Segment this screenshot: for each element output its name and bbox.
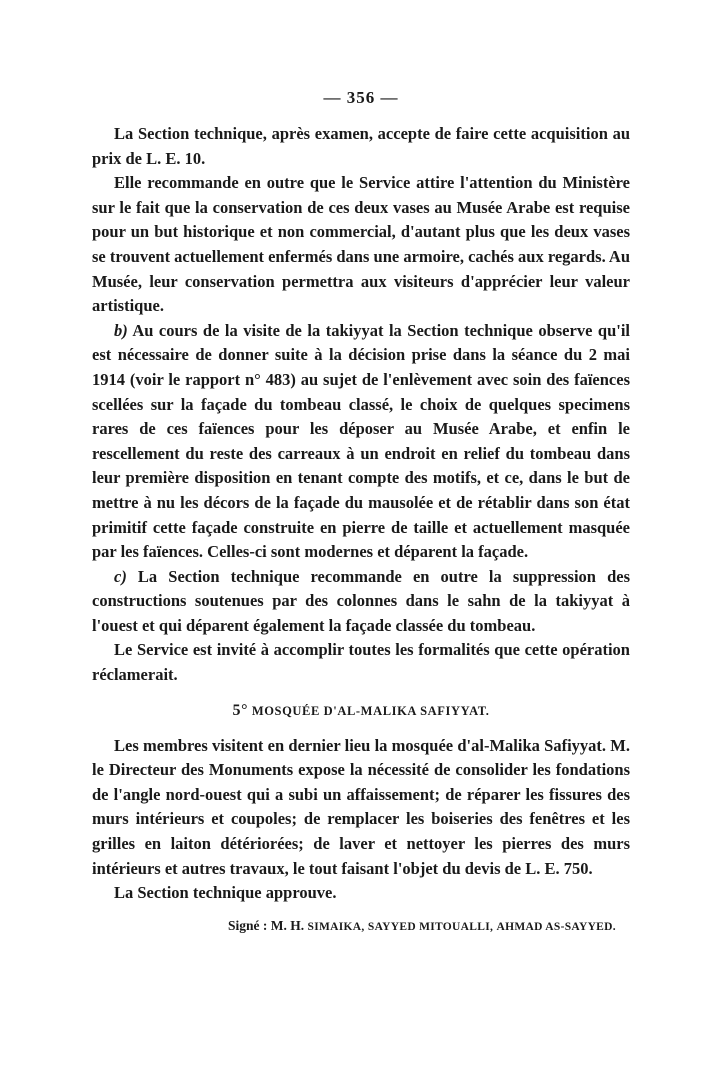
paragraph-mosque-visit: Les membres visitent en dernier lieu la mosquée d'al-Malika Safiyyat. M. le Directeur des Monuments expose la nécessité de consolider les fondations de l'angle nord-ouest qui a subi un affaissement; de réparer les fissures des murs intérieurs et coupoles; de remplacer les boiseries des fenêtres et les grilles en laiton détériorées; de laver et nettoyer les pierres des murs intérieurs et autres travaux, le tout faisant l'objet du devis de L. E. 750. (92, 735, 630, 878)
paragraph-formalities: Le Service est invité à accomplir toutes les formalités que cette opération réclamerait. (92, 640, 630, 685)
paragraph-approval: La Section technique approuve. (114, 883, 337, 903)
signatory-as-sayyed: AHMAD AS-SAYYED. (496, 920, 616, 933)
signature-line (228, 916, 630, 937)
paragraph-acquisition: La Section technique, après examen, accepte de faire cette acquisition au prix de L. E. 10. (92, 124, 630, 168)
item-marker-c: c) (114, 566, 127, 586)
document-page (92, 88, 630, 937)
section-heading (92, 702, 630, 720)
paragraph-takiyyat-text: Au cours de la visite de la takiyyat la Section technique observe qu'il est nécessaire de donner suite à la décision prise dans la séance du 2 mai 1914 (voir le rapport n° 483) au sujet de l'enlèvement avec soin des faïences scellées sur la façade du tombeau classé, le choix de quelques specimens rares de ces faïences pour les déposer au Musée Arabe, et enfin le rescellement du reste des carreaux à un endroit en relief du tombeau dans leur première disposition en tenant compte des motifs, et ce, dans le but de mettre à nu les décors de la façade du mausolée et de rétablir dans son état primitif cette façade construite en pierre de taille et actuellement masquée par les faïences. Celles-ci sont modernes et déparent la façade. (92, 320, 630, 562)
section-number: 5° (232, 701, 249, 719)
signatory-mitoualli: SAYYED MITOUALLI, (367, 920, 494, 933)
signatory-simaika: SIMAIKA, (307, 920, 365, 933)
signature-prefix: Signé : M. H. (228, 917, 305, 933)
paragraph-takiyyat (92, 319, 630, 565)
item-marker-b: b) (114, 320, 128, 340)
paragraph-suppression-text: La Section technique recommande en outre la suppression des constructions soutenues par des colonnes dans le sahn de la takiyyat à l'ouest et qui déparent également la façade classée du tombeau. (92, 566, 630, 635)
section-title: MOSQUÉE D'AL-MALIKA SAFIYYAT. (251, 703, 490, 718)
paragraph-suppression (92, 565, 630, 639)
page-number: — 356 — (323, 88, 399, 107)
paragraph-recommendation: Elle recommande en outre que le Service attire l'attention du Ministère sur le fait que la conservation de ces deux vases au Musée Arabe est requise pour un but historique et non commercial, d'autant plus que les deux vases se trouvent actuellement enfermés dans une armoire, cachés aux regards. Au Musée, leur conservation permettra aux visiteurs d'apprécier leur valeur artistique. (92, 173, 631, 316)
